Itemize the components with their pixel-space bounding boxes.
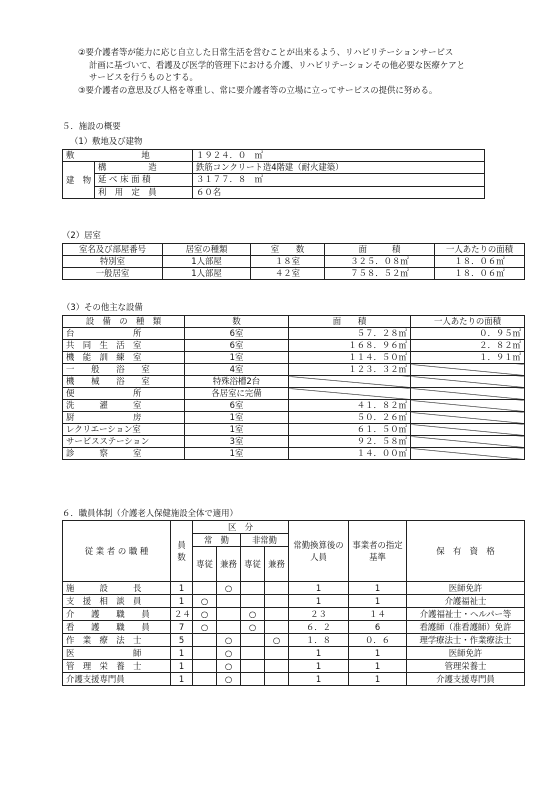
parttime-concurrent-mark [265,621,289,634]
occupation-header: 従 業 者 の 職 種 [63,521,171,582]
table-row [63,388,525,400]
facilities-header: 一人あたりの面積 [411,316,525,328]
facility-area-per-person: ０．９５㎡ [411,328,525,340]
fulltime-dedicated-header: 専従 [193,547,217,582]
parttime-dedicated-mark: ○ [241,608,265,621]
staff-standard: ０．６ [349,634,407,647]
table-row [63,400,525,412]
room-area-per-person: １８．０６㎡ [435,268,525,280]
fulltime-concurrent-mark: ○ [217,582,241,595]
room-area: ７５８．５２㎡ [325,268,435,280]
capacity-label: 利 用 定 員 [95,186,193,198]
capacity-value: ６０名 [193,186,485,198]
parttime-dedicated-mark: ○ [241,621,265,634]
facility-count: 6室 [185,400,289,412]
table-row [63,256,525,268]
staff-standard: 1 [349,673,407,686]
rooms-header: 面 積 [325,244,435,256]
staff-qualification: 医師免許 [407,582,525,595]
staff-standard: 6 [349,621,407,634]
staff-qualification: 管理栄養士 [407,660,525,673]
staff-qualification: 介護福祉士・ヘルパー等 [407,608,525,621]
structure-label: 構 造 [95,162,193,174]
fulltime-dedicated-mark: ○ [193,595,217,608]
room-count: ４２室 [251,268,325,280]
fulltime-concurrent-mark [217,608,241,621]
parttime-concurrent-mark [265,582,289,595]
facility-area-per-person: ２．８２㎡ [411,340,525,352]
parttime-concurrent-header: 兼務 [265,547,289,582]
intro-item-2-line-1: ②要介護者等が能力に応じ自立した日常生活を営むことが出来るよう、リハビリテーションサービス [78,47,454,57]
section-6-title: ６．職員体制（介護老人保健施設全体で適用） [62,508,238,518]
facilities-header-row [63,316,525,328]
fte-header: 常勤換算後の人員 [289,521,349,582]
room-count: １８室 [251,256,325,268]
fulltime-concurrent-mark: ○ [217,673,241,686]
table-row [63,621,525,634]
staff-standard: 1 [349,595,407,608]
facility-name: 便 所 [63,388,185,400]
table-row [63,424,525,436]
building-label: 建 物 [63,162,95,199]
room-name: 一般居室 [63,268,163,280]
rooms-header: 一人あたりの面積 [435,244,525,256]
table-row [63,352,525,364]
facility-area-per-person: １．９１㎡ [411,352,525,364]
facility-area: ９２．５８㎡ [289,436,411,448]
table-row [63,340,525,352]
staff-count: 1 [171,595,193,608]
rooms-header: 居室の種類 [163,244,251,256]
staff-count: 1 [171,660,193,673]
fulltime-concurrent-mark: ○ [217,647,241,660]
building-row [63,162,485,174]
staff-occupation: 介護支援専門員 [63,673,171,686]
room-name: 特別室 [63,256,163,268]
intro-item-2-line-3: サービスを行うものとする。 [89,72,198,83]
staff-fte: ２３ [289,608,349,621]
fulltime-concurrent-mark: ○ [217,634,241,647]
parttime-dedicated-mark [241,673,265,686]
facility-name: レクリエーション室 [63,424,185,436]
fulltime-concurrent-mark [217,621,241,634]
staff-occupation: 管 理 栄 養 士 [63,660,171,673]
table-row [63,364,525,376]
building-row [63,174,485,186]
building-row [63,186,485,198]
parttime-concurrent-mark [265,647,289,660]
facility-count: 1室 [185,448,289,460]
facility-name: サービスステーション [63,436,185,448]
facility-count: 1室 [185,424,289,436]
subsection-site-building: （1）敷地及び建物 [70,136,143,146]
staff-occupation: 医 師 [63,647,171,660]
fulltime-dedicated-mark [193,582,217,595]
fulltime-dedicated-mark [193,647,217,660]
facility-name: 厨 房 [63,412,185,424]
facilities-table [62,315,525,460]
fulltime-dedicated-mark: ○ [193,608,217,621]
facility-count: 4室 [185,364,289,376]
staff-fte: 1 [289,595,349,608]
staff-qualification: 医師免許 [407,647,525,660]
room-area: ３２５．０８㎡ [325,256,435,268]
table-row [63,448,525,460]
staff-standard: 1 [349,660,407,673]
facility-name: 機 械 浴 室 [63,376,185,388]
table-row [63,412,525,424]
facility-count: 特殊浴槽2台 [185,376,289,388]
staff-standard: 1 [349,647,407,660]
table-row [63,595,525,608]
table-row [63,582,525,595]
parttime-concurrent-mark [265,673,289,686]
staff-fte: 1 [289,673,349,686]
staff-occupation: 看 護 職 員 [63,621,171,634]
empty-slashed-cell [411,376,525,388]
facility-area: ６１．５０㎡ [289,424,411,436]
empty-slashed-cell [411,436,525,448]
facility-count: 6室 [185,328,289,340]
facility-area: ４１．８２㎡ [289,400,411,412]
facility-name: 一 般 浴 室 [63,364,185,376]
facility-name: 診 察 室 [63,448,185,460]
staffing-table [62,520,525,686]
fulltime-dedicated-mark: ○ [193,621,217,634]
structure-value: 鉄筋コンクリート造4階建（耐火建築） [193,162,485,174]
empty-slashed-cell [411,364,525,376]
empty-slashed-cell [411,388,525,400]
facility-count: 各居室に完備 [185,388,289,400]
staff-fte: １．８ [289,634,349,647]
floor-area-label: 延 べ 床 面 積 [95,174,193,186]
fulltime-concurrent-mark: ○ [217,660,241,673]
table-row [63,660,525,673]
standard-header: 事業者の指定基準 [349,521,407,582]
section-5-title: ５．施設の概要 [62,121,121,131]
facility-name: 機 能 訓 練 室 [63,352,185,364]
table-row [63,647,525,660]
table-row [63,268,525,280]
parttime-concurrent-mark [265,595,289,608]
site-row [63,150,485,162]
empty-slashed-cell [289,388,411,400]
intro-item-3: ③要介護者の意思及び人格を尊重し、常に要介護者等の立場に立ってサービスの提供に努める。 [78,84,438,95]
staff-count: 1 [171,582,193,595]
staff-qualification: 理学療法士・作業療法士 [407,634,525,647]
staff-occupation: 作 業 療 法 士 [63,634,171,647]
subsection-rooms: （2）居室 [62,230,101,240]
empty-slashed-cell [411,400,525,412]
parttime-concurrent-mark [265,608,289,621]
facility-area: １１４．５０㎡ [289,352,411,364]
staff-standard: 1 [349,582,407,595]
staff-count: 1 [171,673,193,686]
fulltime-header: 常 勤 [193,534,241,547]
empty-slashed-cell [289,376,411,388]
intro-item-2-line-2: 計画に基づいて、看護及び医学的管理下における介護、リハビリテーションその他必要な医療ケアと [89,59,465,70]
staff-fte: 1 [289,582,349,595]
facility-count: 1室 [185,352,289,364]
staff-count: 7 [171,621,193,634]
staff-count-header: 員数 [171,521,193,582]
facilities-header: 面 積 [289,316,411,328]
site-building-table [62,149,485,199]
facility-area: １２３．３２㎡ [289,364,411,376]
rooms-table [62,243,525,280]
table-row [63,328,525,340]
staff-occupation: 支 援 相 談 員 [63,595,171,608]
site-label: 敷 地 [63,150,193,162]
empty-slashed-cell [411,424,525,436]
floor-area-value: ３１７７．８ ㎡ [193,174,485,186]
parttime-dedicated-header: 専従 [241,547,265,582]
staff-count: ２４ [171,608,193,621]
intro-paragraphs [78,46,528,96]
parttime-dedicated-mark [241,647,265,660]
facility-count: 6室 [185,340,289,352]
staffing-header-row [63,521,525,534]
subsection-facilities: （3）その他主な設備 [62,302,143,312]
fulltime-dedicated-mark [193,634,217,647]
fulltime-concurrent-mark [217,595,241,608]
empty-slashed-cell [411,448,525,460]
table-row [63,608,525,621]
table-row [63,673,525,686]
rooms-header: 室名及び部屋番号 [63,244,163,256]
fulltime-dedicated-mark [193,660,217,673]
room-area-per-person: １８．０６㎡ [435,256,525,268]
parttime-dedicated-mark [241,634,265,647]
staff-qualification: 介護支援専門員 [407,673,525,686]
parttime-header: 非常勤 [241,534,289,547]
staff-occupation: 介 護 職 員 [63,608,171,621]
staff-fte: ６．２ [289,621,349,634]
facility-count: 1室 [185,412,289,424]
room-type: 1人部屋 [163,256,251,268]
facility-area: １４．００㎡ [289,448,411,460]
facility-name: 台 所 [63,328,185,340]
staff-qualification: 看護師（准看護師）免許 [407,621,525,634]
parttime-concurrent-mark: ○ [265,634,289,647]
staff-count: 1 [171,647,193,660]
staff-count: 5 [171,634,193,647]
facility-name: 共 同 生 活 室 [63,340,185,352]
qualification-header: 保 有 資 格 [407,521,525,582]
parttime-concurrent-mark [265,660,289,673]
table-row [63,436,525,448]
table-row [63,634,525,647]
rooms-header: 室 数 [251,244,325,256]
facilities-header: 数 [185,316,289,328]
parttime-dedicated-mark [241,582,265,595]
room-type: 1人部屋 [163,268,251,280]
staff-standard: １４ [349,608,407,621]
staff-fte: 1 [289,660,349,673]
fulltime-concurrent-header: 兼務 [217,547,241,582]
empty-slashed-cell [411,412,525,424]
parttime-dedicated-mark [241,660,265,673]
table-row [63,376,525,388]
parttime-dedicated-mark [241,595,265,608]
rooms-header-row [63,244,525,256]
staff-fte: 1 [289,647,349,660]
fulltime-dedicated-mark [193,673,217,686]
facilities-header: 設 備 の 種 類 [63,316,185,328]
staff-occupation: 施 設 長 [63,582,171,595]
facility-count: 3室 [185,436,289,448]
division-header: 区 分 [193,521,289,534]
facility-name: 洗 濯 室 [63,400,185,412]
facility-area: ５０．２６㎡ [289,412,411,424]
facility-area: １６８．９６㎡ [289,340,411,352]
site-value: １９２４．０ ㎡ [193,150,485,162]
facility-area: ５７．２８㎡ [289,328,411,340]
staff-qualification: 介護福祉士 [407,595,525,608]
